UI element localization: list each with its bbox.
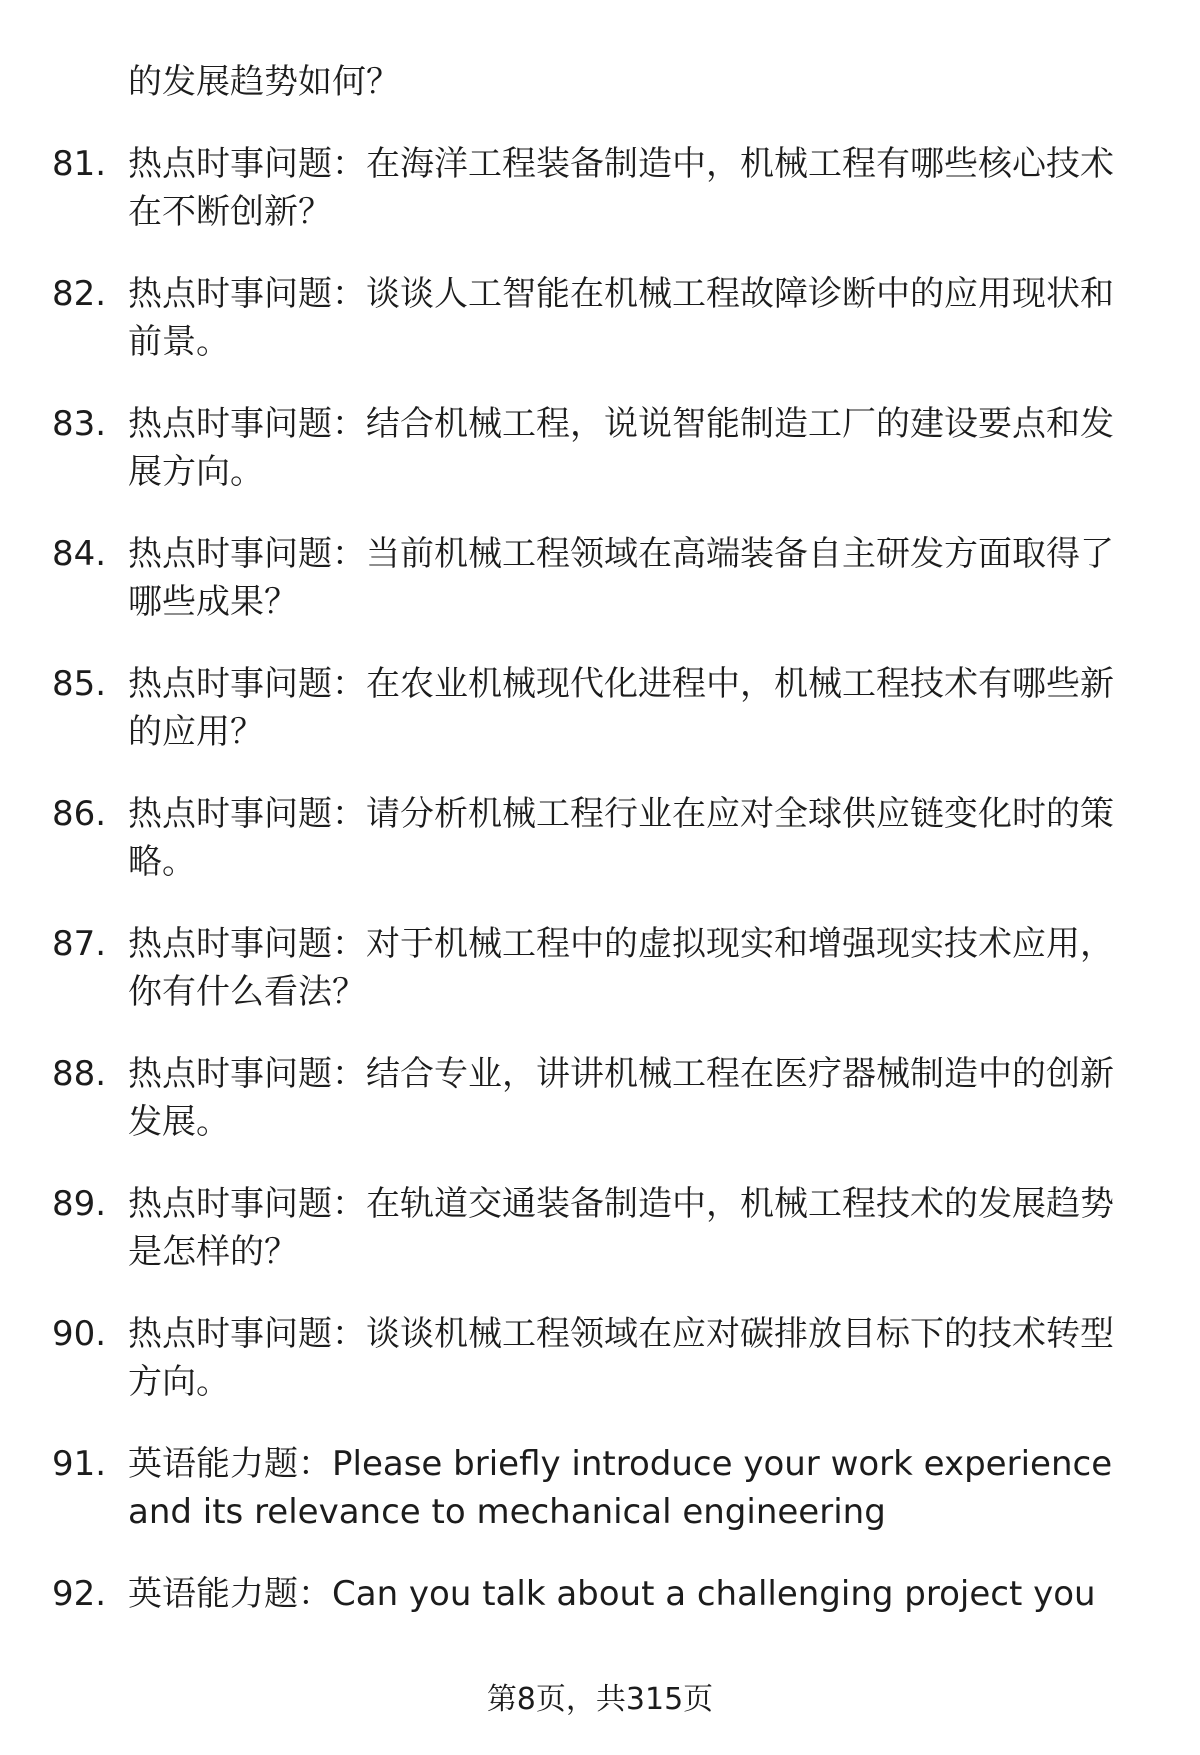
item-number: 83. [52, 404, 107, 444]
item-number: 88. [52, 1054, 107, 1094]
list-item [52, 140, 1142, 236]
list-item [52, 660, 1142, 756]
item-number: 84. [52, 534, 107, 574]
question-list [52, 58, 1142, 1652]
page-footer: 第8页，共315页 [486, 1682, 714, 1717]
list-item [52, 920, 1142, 1016]
item-text: 热点时事问题：对于机械工程中的虚拟现实和增强现实技术应用，你有什么看法？ [128, 924, 1114, 1012]
item-number: 87. [52, 924, 107, 964]
list-item [52, 1440, 1142, 1536]
item-number: 91. [52, 1444, 107, 1484]
list-item [52, 1050, 1142, 1146]
item-text: 热点时事问题：结合专业，讲讲机械工程在医疗器械制造中的创新发展。 [128, 1054, 1114, 1142]
list-item [52, 790, 1142, 886]
item-number: 89. [52, 1184, 107, 1224]
item-number: 82. [52, 274, 107, 314]
list-item [52, 270, 1142, 366]
list-item [52, 1310, 1142, 1406]
item-text: 热点时事问题：谈谈人工智能在机械工程故障诊断中的应用现状和前景。 [128, 274, 1114, 362]
item-text: 热点时事问题：在轨道交通装备制造中，机械工程技术的发展趋势是怎样的？ [128, 1184, 1114, 1272]
item-number: 92. [52, 1574, 107, 1614]
continuation-text: 的发展趋势如何？ [128, 62, 400, 102]
item-number: 86. [52, 794, 107, 834]
item-number: 85. [52, 664, 107, 704]
item-text: 热点时事问题：当前机械工程领域在高端装备自主研发方面取得了哪些成果？ [128, 534, 1114, 622]
list-item [52, 400, 1142, 496]
item-text: 热点时事问题：结合机械工程，说说智能制造工厂的建设要点和发展方向。 [128, 404, 1114, 492]
list-item [52, 530, 1142, 626]
item-text: 热点时事问题：谈谈机械工程领域在应对碳排放目标下的技术转型方向。 [128, 1314, 1114, 1402]
item-text: 热点时事问题：在农业机械现代化进程中，机械工程技术有哪些新的应用？ [128, 664, 1114, 752]
item-number: 90. [52, 1314, 107, 1354]
item-text: 热点时事问题：请分析机械工程行业在应对全球供应链变化时的策略。 [128, 794, 1114, 882]
item-number: 81. [52, 144, 107, 184]
list-item [52, 1180, 1142, 1276]
item-text: 热点时事问题：在海洋工程装备制造中，机械工程有哪些核心技术在不断创新？ [128, 144, 1114, 232]
item-text: 英语能力题：Can you talk about a challenging project you [128, 1574, 1096, 1614]
item-text: 英语能力题：Please briefly introduce your work experience and its relevance to mechanical engineering [128, 1444, 1113, 1532]
list-item [52, 1570, 1142, 1618]
